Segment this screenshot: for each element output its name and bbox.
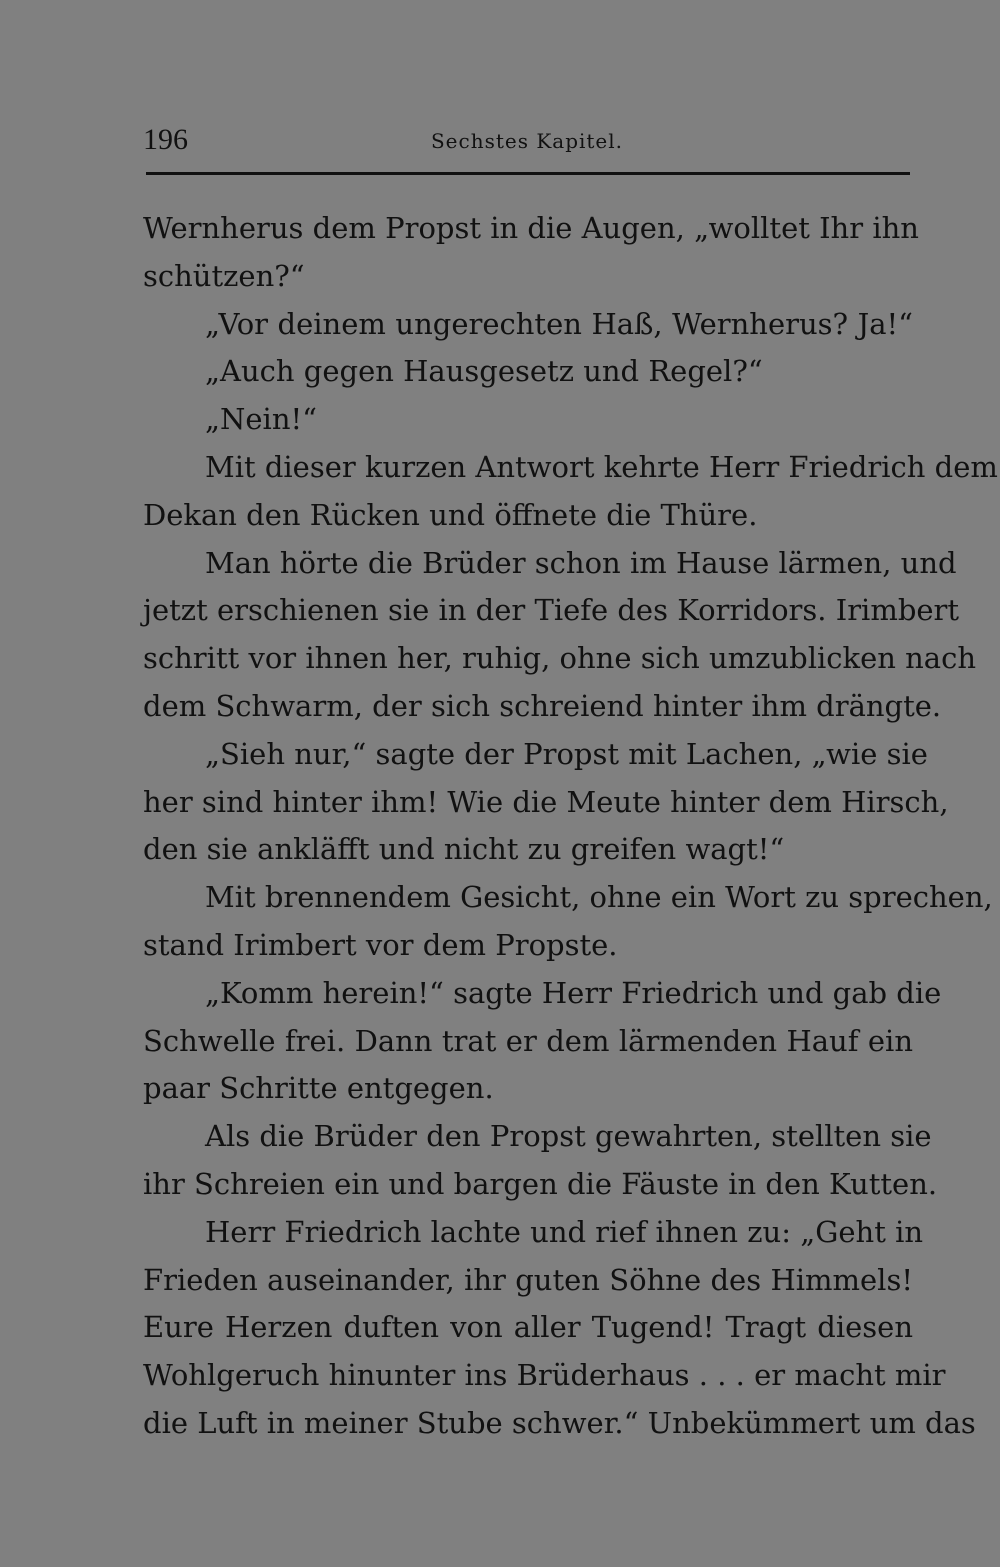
header-rule bbox=[146, 172, 910, 175]
text-line: „Nein!“ bbox=[205, 402, 317, 437]
text-line: stand Irimbert vor dem Propste. bbox=[143, 927, 618, 962]
text-line: den sie ankläfft und nicht zu greifen wagt!“ bbox=[143, 832, 785, 867]
text-line: Eure Herzen duften von aller Tugend! Tragt diesen bbox=[143, 1310, 913, 1345]
text-line: die Luft in meiner Stube schwer.“ Unbekümmert um das bbox=[143, 1405, 976, 1440]
text-line: ihr Schreien ein und bargen die Fäuste in den Kutten. bbox=[143, 1166, 938, 1201]
text-line: Wohlgeruch hinunter ins Brüderhaus . . . er macht mir bbox=[143, 1358, 946, 1393]
text-line: „Sieh nur,“ sagte der Propst mit Lachen, „wie sie bbox=[205, 736, 928, 771]
text-line: Schwelle frei. Dann trat er dem lärmenden Hauf ein bbox=[143, 1023, 913, 1058]
text-line: dem Schwarm, der sich schreiend hinter ihm drängte. bbox=[143, 688, 942, 723]
text-line: paar Schritte entgegen. bbox=[143, 1071, 494, 1106]
text-line: jetzt erschienen sie in der Tiefe des Korridors. Irimbert bbox=[143, 593, 960, 628]
text-line: schützen?“ bbox=[143, 258, 305, 293]
text-line: „Komm herein!“ sagte Herr Friedrich und gab die bbox=[205, 975, 942, 1010]
text-line: Mit dieser kurzen Antwort kehrte Herr Friedrich dem bbox=[205, 449, 998, 484]
running-head: Sechstes Kapitel. bbox=[430, 129, 624, 153]
text-line: schritt vor ihnen her, ruhig, ohne sich umzublicken nach bbox=[143, 641, 977, 676]
text-line: Frieden auseinander, ihr guten Söhne des Himmels! bbox=[143, 1262, 913, 1297]
page-header bbox=[143, 122, 911, 162]
text-line: Dekan den Rücken und öffnete die Thüre. bbox=[143, 497, 758, 532]
text-line: her sind hinter ihm! Wie die Meute hinter dem Hirsch, bbox=[143, 784, 949, 819]
text-line: Wernherus dem Propst in die Augen, „wolltet Ihr ihn bbox=[143, 211, 919, 245]
text-line: Mit brennendem Gesicht, ohne ein Wort zu sprechen, bbox=[205, 880, 993, 915]
text-line: Man hörte die Brüder schon im Hause lärmen, und bbox=[205, 545, 957, 580]
body-text bbox=[143, 205, 998, 1448]
text-line: „Auch gegen Hausgesetz und Regel?“ bbox=[205, 354, 763, 389]
page-number: 196 bbox=[143, 123, 188, 156]
text-line: Herr Friedrich lachte und rief ihnen zu: „Geht in bbox=[205, 1214, 924, 1249]
text-line: Als die Brüder den Propst gewahrten, stellten sie bbox=[205, 1119, 932, 1154]
text-line: „Vor deinem ungerechten Haß, Wernherus? Ja!“ bbox=[205, 306, 913, 341]
